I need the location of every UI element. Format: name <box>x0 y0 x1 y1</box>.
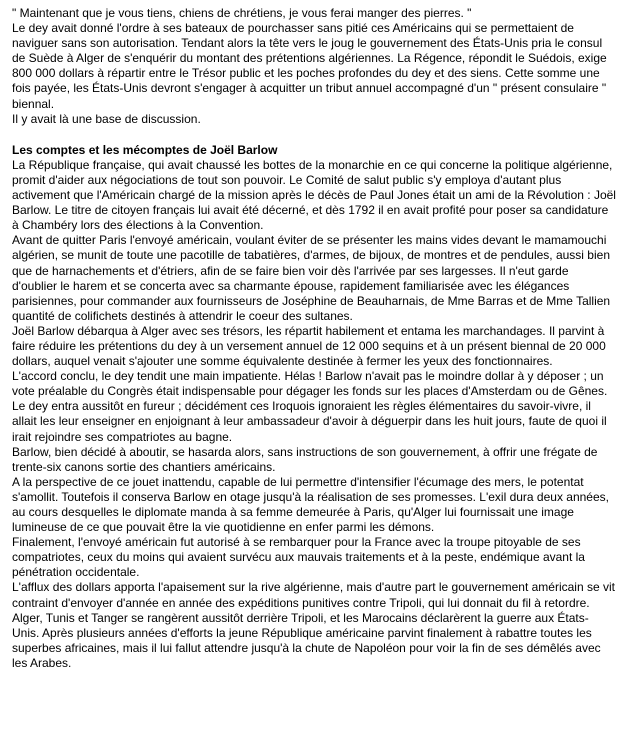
body-paragraph: Barlow, bien décidé à aboutir, se hasarda alors, sans instructions de son gouvernement, à offrir une frégate de trente-six canons sortie des chantiers américains. <box>12 444 598 474</box>
intro-paragraph: Le dey avait donné l'ordre à ses bateaux de pourchasser sans pitié ces Américains qui se permettaient de naviguer sans son autorisation. Tendant alors la tête vers le joug le gouvernement des États-Unis pria le consul de Suède à Alger de s'enquérir du montant des prétentions algériennes. La Régence, répondit le Suédois, exige 800 000 dollars à répartir entre le Trésor public et les poches profondes du dey et des siens. Cette somme une fois payée, les États-Unis devront s'engager à acquitter un tribut annuel accompagné d'un " présent consulaire " biennal. <box>12 21 607 111</box>
body-paragraph: A la perspective de ce jouet inattendu, capable de lui permettre d'intensifier l'écumage des mers, le potentat s'amollit. Toutefois il conserva Barlow en otage jusqu'à la réalisation de ses promesses. L'exil dura deux années, au cours desquelles le diplomate manda à sa femme demeurée à Paris, qu'Alger lui fournissait une image lumineuse de ce que pouvait être la vie quotidienne en enfer parmi les démons. <box>12 474 609 535</box>
body-paragraph: Joël Barlow débarqua à Alger avec ses trésors, les répartit habilement et entama les marchandages. Il parvint à faire réduire les prétentions du dey à un versement annuel de 12 000 sequins et à un présent biennal de 20 000 dollars, auquel venait s'ajouter une somme équivalente destinée à fermer les yeux des fonctionnaires. <box>12 323 606 369</box>
article-body <box>12 6 616 671</box>
body-paragraph: Finalement, l'envoyé américain fut autorisé à se rembarquer pour la France avec la troupe pitoyable de ses compatriotes, ceux du moins qui avaient survécu aux mauvais traitements et à la peste, endémique avant la pénétration occidentale. <box>12 535 585 580</box>
body-paragraph: L'afflux des dollars apporta l'apaisement sur la rive algérienne, mais d'autre part le gouvernement américain se vit contraint d'envoyer d'année en année des expéditions punitives contre Tripoli, qui lui donnait du fil à retordre. <box>12 580 615 610</box>
body-paragraph: Alger, Tunis et Tanger se rangèrent aussitôt derrière Tripoli, et les Marocains déclarèrent la guerre aux États-Unis. Après plusieurs années d'efforts la jeune République américaine parvint finalement à rabattre toutes les superbes africaines, mais il lui fallut attendre jusqu'à la chute de Napoléon pour voir la fin de ses démêlés avec les Arabes. <box>12 610 601 670</box>
paragraph-gap <box>12 127 616 143</box>
body-paragraph: La République française, qui avait chaussé les bottes de la monarchie en ce qui concerne la politique algérienne, promit d'aider aux négociations de tout son pouvoir. Le Comité de salut public s'y employa d'autant plus activement que l'Américain chargé de la mission après le décès de Paul Jones était un ami de la Révolution : Joël Barlow. Le titre de citoyen français lui avait été décerné, et dès 1792 il en avait profité pour poser sa candidature à Chambéry lors des élections à la Convention. <box>12 157 616 233</box>
body-paragraph: L'accord conclu, le dey tendit une main impatiente. Hélas ! Barlow n'avait pas le moindre dollar à y déposer ; un vote préalable du Congrès était indispensable pour dégager les fonds sur les places d'Amsterdam ou de Gênes. Le dey entra aussitôt en fureur ; décidément ces Iroquois ignoraient les règles élémentaires du savoir-vivre, il allait les leur enseigner en enjoignant à leur ambassadeur d'avoir à déguerpir dans les huit jours, faute de quoi il irait rejoindre ses compatriotes au bagne. <box>12 369 608 444</box>
body-paragraph: Avant de quitter Paris l'envoyé américain, voulant éviter de se présenter les mains vides devant le mamamouchi algérien, se munit de toute une pacotille de tabatières, d'armes, de bijoux, de montres et de pendules, aussi bien que de harnachements et d'étriers, afin de se faire bien voir dès l'arrivée par ses largesses. Il n'eut garde d'oublier le harem et se concerta avec sa charmante épouse, rapidement familiarisée avec les élégances parisiennes, pour commander aux fournisseurs de Joséphine de Beauharnais, de Mme Barras et de Mme Tallien quantité de colifichets destinés à attendrir le coeur des sultanes. <box>12 233 611 323</box>
quote-paragraph: " Maintenant que je vous tiens, chiens de chrétiens, je vous ferai manger des pierres. " <box>12 6 472 20</box>
intro-conclusion: Il y avait là une base de discussion. <box>12 111 201 126</box>
section-heading: Les comptes et les mécomptes de Joël Barlow <box>12 142 278 157</box>
